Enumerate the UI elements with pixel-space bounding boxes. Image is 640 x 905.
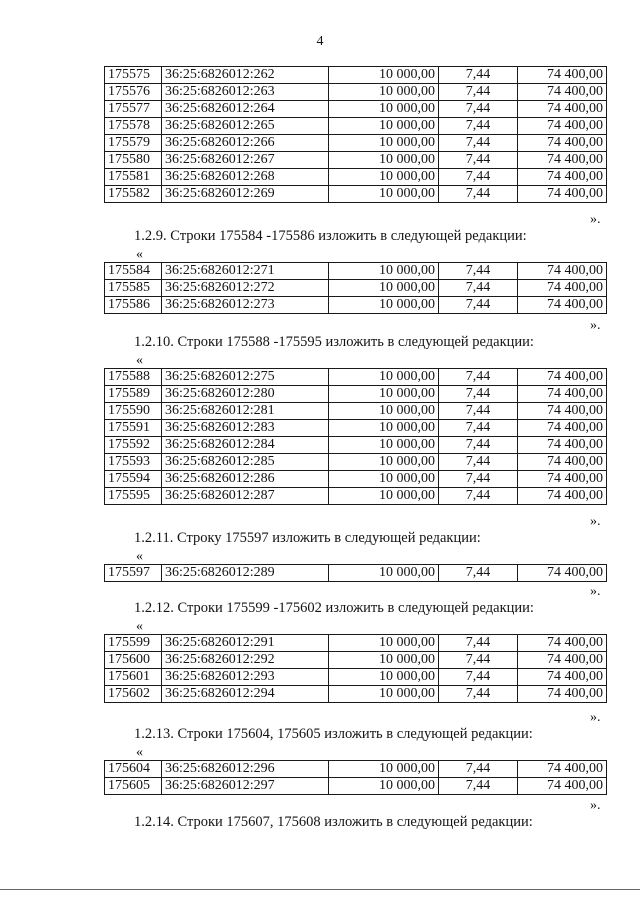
area-cell: 10 000,00 xyxy=(329,169,439,186)
amendment-heading: 1.2.13. Строки 175604, 175605 изложить в следующей редакции: xyxy=(134,726,533,742)
table-row xyxy=(105,669,607,686)
row-number-cell: 175584 xyxy=(105,263,162,280)
row-number-cell: 175601 xyxy=(105,669,162,686)
amount-cell: 74 400,00 xyxy=(518,169,607,186)
amount-cell: 74 400,00 xyxy=(518,565,607,582)
table-row xyxy=(105,280,607,297)
area-cell: 10 000,00 xyxy=(329,420,439,437)
amount-cell: 74 400,00 xyxy=(518,669,607,686)
rate-cell: 7,44 xyxy=(439,263,518,280)
area-cell: 10 000,00 xyxy=(329,135,439,152)
cadastral-number-cell: 36:25:6826012:275 xyxy=(162,369,329,386)
table-row xyxy=(105,297,607,314)
amendment-heading: 1.2.9. Строки 175584 -175586 изложить в следующей редакции: xyxy=(134,228,527,244)
amount-cell: 74 400,00 xyxy=(518,386,607,403)
register-table xyxy=(104,66,607,203)
register-table xyxy=(104,368,607,505)
table-row xyxy=(105,169,607,186)
table-row xyxy=(105,778,607,795)
amount-cell: 74 400,00 xyxy=(518,761,607,778)
bottom-divider xyxy=(0,889,640,890)
table-row xyxy=(105,186,607,203)
amount-cell: 74 400,00 xyxy=(518,686,607,703)
row-number-cell: 175575 xyxy=(105,67,162,84)
rate-cell: 7,44 xyxy=(439,761,518,778)
cadastral-number-cell: 36:25:6826012:268 xyxy=(162,169,329,186)
opening-quote: « xyxy=(136,247,143,262)
table-row xyxy=(105,135,607,152)
cadastral-number-cell: 36:25:6826012:292 xyxy=(162,652,329,669)
opening-quote: « xyxy=(136,549,143,564)
cadastral-number-cell: 36:25:6826012:262 xyxy=(162,67,329,84)
amount-cell: 74 400,00 xyxy=(518,403,607,420)
row-number-cell: 175585 xyxy=(105,280,162,297)
amount-cell: 74 400,00 xyxy=(518,152,607,169)
row-number-cell: 175604 xyxy=(105,761,162,778)
rate-cell: 7,44 xyxy=(439,280,518,297)
table-row xyxy=(105,101,607,118)
rate-cell: 7,44 xyxy=(439,186,518,203)
table-row xyxy=(105,652,607,669)
amendment-heading: 1.2.14. Строки 175607, 175608 изложить в следующей редакции: xyxy=(134,814,533,830)
closing-quote: ». xyxy=(590,584,601,599)
row-number-cell: 175581 xyxy=(105,169,162,186)
cadastral-number-cell: 36:25:6826012:267 xyxy=(162,152,329,169)
cadastral-number-cell: 36:25:6826012:296 xyxy=(162,761,329,778)
opening-quote: « xyxy=(136,619,143,634)
amendment-heading: 1.2.11. Строку 175597 изложить в следующей редакции: xyxy=(134,530,481,546)
amount-cell: 74 400,00 xyxy=(518,369,607,386)
cadastral-number-cell: 36:25:6826012:293 xyxy=(162,669,329,686)
row-number-cell: 175593 xyxy=(105,454,162,471)
table-row xyxy=(105,488,607,505)
row-number-cell: 175595 xyxy=(105,488,162,505)
rate-cell: 7,44 xyxy=(439,437,518,454)
row-number-cell: 175576 xyxy=(105,84,162,101)
row-number-cell: 175589 xyxy=(105,386,162,403)
area-cell: 10 000,00 xyxy=(329,437,439,454)
area-cell: 10 000,00 xyxy=(329,565,439,582)
amendment-heading: 1.2.10. Строки 175588 -175595 изложить в следующей редакции: xyxy=(134,334,534,350)
cadastral-number-cell: 36:25:6826012:273 xyxy=(162,297,329,314)
table-row xyxy=(105,686,607,703)
cadastral-number-cell: 36:25:6826012:297 xyxy=(162,778,329,795)
row-number-cell: 175579 xyxy=(105,135,162,152)
rate-cell: 7,44 xyxy=(439,669,518,686)
table-row xyxy=(105,420,607,437)
cadastral-number-cell: 36:25:6826012:291 xyxy=(162,635,329,652)
rate-cell: 7,44 xyxy=(439,652,518,669)
rate-cell: 7,44 xyxy=(439,403,518,420)
row-number-cell: 175578 xyxy=(105,118,162,135)
area-cell: 10 000,00 xyxy=(329,669,439,686)
rate-cell: 7,44 xyxy=(439,420,518,437)
rate-cell: 7,44 xyxy=(439,778,518,795)
table-row xyxy=(105,635,607,652)
table-row xyxy=(105,437,607,454)
area-cell: 10 000,00 xyxy=(329,280,439,297)
area-cell: 10 000,00 xyxy=(329,471,439,488)
cadastral-number-cell: 36:25:6826012:266 xyxy=(162,135,329,152)
area-cell: 10 000,00 xyxy=(329,101,439,118)
row-number-cell: 175600 xyxy=(105,652,162,669)
table-row xyxy=(105,386,607,403)
area-cell: 10 000,00 xyxy=(329,152,439,169)
amount-cell: 74 400,00 xyxy=(518,652,607,669)
area-cell: 10 000,00 xyxy=(329,118,439,135)
register-table xyxy=(104,564,607,582)
area-cell: 10 000,00 xyxy=(329,386,439,403)
closing-quote: ». xyxy=(590,798,601,813)
amount-cell: 74 400,00 xyxy=(518,67,607,84)
rate-cell: 7,44 xyxy=(439,471,518,488)
cadastral-number-cell: 36:25:6826012:284 xyxy=(162,437,329,454)
area-cell: 10 000,00 xyxy=(329,686,439,703)
row-number-cell: 175594 xyxy=(105,471,162,488)
row-number-cell: 175599 xyxy=(105,635,162,652)
cadastral-number-cell: 36:25:6826012:280 xyxy=(162,386,329,403)
amount-cell: 74 400,00 xyxy=(518,488,607,505)
table-row xyxy=(105,454,607,471)
rate-cell: 7,44 xyxy=(439,369,518,386)
amount-cell: 74 400,00 xyxy=(518,263,607,280)
row-number-cell: 175597 xyxy=(105,565,162,582)
amount-cell: 74 400,00 xyxy=(518,280,607,297)
rate-cell: 7,44 xyxy=(439,169,518,186)
area-cell: 10 000,00 xyxy=(329,488,439,505)
rate-cell: 7,44 xyxy=(439,135,518,152)
area-cell: 10 000,00 xyxy=(329,84,439,101)
amount-cell: 74 400,00 xyxy=(518,101,607,118)
row-number-cell: 175592 xyxy=(105,437,162,454)
cadastral-number-cell: 36:25:6826012:287 xyxy=(162,488,329,505)
table-row xyxy=(105,84,607,101)
rate-cell: 7,44 xyxy=(439,152,518,169)
amount-cell: 74 400,00 xyxy=(518,118,607,135)
area-cell: 10 000,00 xyxy=(329,652,439,669)
row-number-cell: 175602 xyxy=(105,686,162,703)
area-cell: 10 000,00 xyxy=(329,454,439,471)
row-number-cell: 175580 xyxy=(105,152,162,169)
closing-quote: ». xyxy=(590,212,601,227)
area-cell: 10 000,00 xyxy=(329,761,439,778)
row-number-cell: 175588 xyxy=(105,369,162,386)
table-row xyxy=(105,403,607,420)
rate-cell: 7,44 xyxy=(439,67,518,84)
cadastral-number-cell: 36:25:6826012:283 xyxy=(162,420,329,437)
closing-quote: ». xyxy=(590,318,601,333)
row-number-cell: 175586 xyxy=(105,297,162,314)
register-table xyxy=(104,634,607,703)
cadastral-number-cell: 36:25:6826012:264 xyxy=(162,101,329,118)
area-cell: 10 000,00 xyxy=(329,297,439,314)
row-number-cell: 175591 xyxy=(105,420,162,437)
table-row xyxy=(105,118,607,135)
amount-cell: 74 400,00 xyxy=(518,186,607,203)
rate-cell: 7,44 xyxy=(439,635,518,652)
table-row xyxy=(105,152,607,169)
area-cell: 10 000,00 xyxy=(329,67,439,84)
row-number-cell: 175590 xyxy=(105,403,162,420)
opening-quote: « xyxy=(136,745,143,760)
amount-cell: 74 400,00 xyxy=(518,297,607,314)
cadastral-number-cell: 36:25:6826012:269 xyxy=(162,186,329,203)
cadastral-number-cell: 36:25:6826012:271 xyxy=(162,263,329,280)
area-cell: 10 000,00 xyxy=(329,263,439,280)
rate-cell: 7,44 xyxy=(439,118,518,135)
area-cell: 10 000,00 xyxy=(329,186,439,203)
row-number-cell: 175582 xyxy=(105,186,162,203)
amount-cell: 74 400,00 xyxy=(518,135,607,152)
cadastral-number-cell: 36:25:6826012:289 xyxy=(162,565,329,582)
area-cell: 10 000,00 xyxy=(329,403,439,420)
cadastral-number-cell: 36:25:6826012:272 xyxy=(162,280,329,297)
opening-quote: « xyxy=(136,353,143,368)
amount-cell: 74 400,00 xyxy=(518,420,607,437)
cadastral-number-cell: 36:25:6826012:265 xyxy=(162,118,329,135)
row-number-cell: 175605 xyxy=(105,778,162,795)
cadastral-number-cell: 36:25:6826012:294 xyxy=(162,686,329,703)
rate-cell: 7,44 xyxy=(439,454,518,471)
amount-cell: 74 400,00 xyxy=(518,778,607,795)
row-number-cell: 175577 xyxy=(105,101,162,118)
register-table xyxy=(104,760,607,795)
rate-cell: 7,44 xyxy=(439,101,518,118)
amount-cell: 74 400,00 xyxy=(518,454,607,471)
rate-cell: 7,44 xyxy=(439,84,518,101)
rate-cell: 7,44 xyxy=(439,488,518,505)
cadastral-number-cell: 36:25:6826012:263 xyxy=(162,84,329,101)
closing-quote: ». xyxy=(590,710,601,725)
table-row xyxy=(105,471,607,488)
rate-cell: 7,44 xyxy=(439,686,518,703)
cadastral-number-cell: 36:25:6826012:285 xyxy=(162,454,329,471)
amount-cell: 74 400,00 xyxy=(518,471,607,488)
closing-quote: ». xyxy=(590,514,601,529)
area-cell: 10 000,00 xyxy=(329,635,439,652)
register-table xyxy=(104,262,607,314)
amendment-heading: 1.2.12. Строки 175599 -175602 изложить в следующей редакции: xyxy=(134,600,534,616)
rate-cell: 7,44 xyxy=(439,565,518,582)
table-row xyxy=(105,565,607,582)
table-row xyxy=(105,67,607,84)
area-cell: 10 000,00 xyxy=(329,778,439,795)
table-row xyxy=(105,761,607,778)
cadastral-number-cell: 36:25:6826012:286 xyxy=(162,471,329,488)
table-row xyxy=(105,369,607,386)
rate-cell: 7,44 xyxy=(439,386,518,403)
amount-cell: 74 400,00 xyxy=(518,437,607,454)
cadastral-number-cell: 36:25:6826012:281 xyxy=(162,403,329,420)
rate-cell: 7,44 xyxy=(439,297,518,314)
amount-cell: 74 400,00 xyxy=(518,635,607,652)
table-row xyxy=(105,263,607,280)
page-number: 4 xyxy=(316,34,324,49)
amount-cell: 74 400,00 xyxy=(518,84,607,101)
area-cell: 10 000,00 xyxy=(329,369,439,386)
